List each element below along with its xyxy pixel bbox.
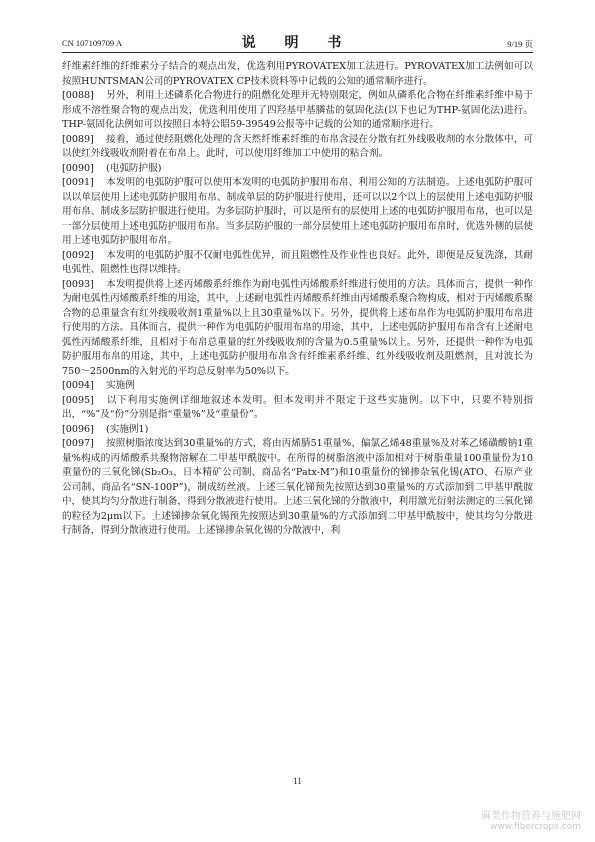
paragraph-text: 按照树脂浓度达到30重量%的方式，将由丙烯腈51重量%、偏氯乙烯48重量%及对苯乙烯磺酸钠1重量%构成的丙烯酸系共聚物溶解在二甲基甲酰胺中。在所得的树脂溶液中添加相对于树脂重量100重量份为10重量份的三氧化锑(Sb₂O₃、日本精矿公司制、商品名“Patx-M”)和10重量份的锑掺杂氧化锡(ATO、石原产业公司制、商品名“SN-100P”)，制成纺丝液。上述三氧化锑预先按照达到30重量%的方式添加到二甲基甲酰胺中，使其均匀分散进行制备，得到分散液进行使用。上述三氧化锑的分散液中，利用激光衍射法测定的三氧化锑的粒径为2μm以下。上述锑掺杂氧化锡预先按照达到30重量%的方式添加到二甲基甲酰胺中，使其均匀分散进行制备，得到分散液进行使用。上述锑掺杂氧化锡的分散液中，利 <box>62 438 533 536</box>
paragraph <box>62 437 533 539</box>
document-title: 说 明 书 <box>241 35 354 51</box>
paragraph <box>62 176 533 249</box>
page-info: 9/19 页 <box>507 39 533 49</box>
paragraph-number: [0089] <box>62 133 94 145</box>
paragraph-number: [0091] <box>62 177 94 188</box>
paragraph-text: 本发明的电弧防护服不仅耐电弧性优异，而且阻燃性及作业性也良好。此外，即便是反复洗涤，其耐电弧性、阻燃性也得以维持。 <box>62 249 533 275</box>
paragraph-text: 以下利用实施例详细地叙述本发明。但本发明并不限定于这些实施例。以下中，只要不特别指出，“%”及“份”分别是指“重量%”及“重量份”。 <box>62 394 533 420</box>
paragraph-number: [0092] <box>62 249 94 261</box>
paragraph-text: 本发明提供将上述丙烯酸系纤维作为耐电弧性丙烯酸系纤维进行使用的方法。具体而言，提供一种作为耐电弧性丙烯酸系纤维的用途，其中，上述耐电弧性丙烯酸系纤维由丙烯酸系聚合物构成，相对于丙烯酸系聚合物的总重量含有红外线吸收剂1重量%以上且30重量%以下。另外，提供将上述布帛作为电弧防护服用布帛进行使用的方法。具体而言，提供一种作为电弧防护服用布帛的用途，其中，上述电弧防护服用布帛含有上述耐电弧性丙烯酸系纤维，且相对于布帛总重量的红外线吸收剂的含量为0.5重量%以上。另外，还提供一种作为电弧防护服用布帛的用途，其中，上述电弧防护服用布帛含有纤维素系纤维、红外线吸收剂及阻燃剂，且对波长为750～2500nm的入射光的平均总反射率为50%以下。 <box>62 278 533 377</box>
paragraph-number: [0088] <box>62 90 94 101</box>
page-number: 11 <box>293 776 302 786</box>
paragraph <box>62 133 533 162</box>
document-body <box>62 60 533 539</box>
paragraph <box>62 278 533 380</box>
patent-number: CN 107109709 A <box>62 38 122 48</box>
paragraph <box>62 162 533 177</box>
paragraph-number: [0093] <box>62 278 94 290</box>
watermark-url: www.fibercrops.com <box>490 822 581 832</box>
paragraph-text: 实施例 <box>106 380 135 391</box>
paragraph-text: (实施例1) <box>106 423 149 435</box>
paragraph <box>62 394 533 423</box>
paragraph-text: 接着，通过使经阻燃化处理的含天然纤维素纤维的布帛含浸在分散有红外线吸收剂的水分散体中，可以使红外线吸收剂附着在布帛上。此时，可以使用纤维加工中使用的粘合剂。 <box>62 133 533 159</box>
paragraph-number: [0097] <box>62 438 94 449</box>
paragraph <box>62 89 533 133</box>
paragraph-list <box>62 89 533 539</box>
continuation-text: 纤维素纤维的纤维素分子结合的观点出发，优选利用PYROVATEX加工法进行。PYROVATEX加工法例如可以按照HUNTSMAN公司的PYROVATEX CP技术资料等中记载的公知的通常顺序进行。 <box>62 61 533 87</box>
watermark-text: 麻类作物营养与施肥网 <box>481 811 581 822</box>
paragraph <box>62 423 533 438</box>
paragraph-number: [0096] <box>62 423 94 435</box>
paragraph <box>62 379 533 394</box>
paragraph-number: [0090] <box>62 162 94 174</box>
paragraph <box>62 249 533 278</box>
watermark <box>481 807 581 832</box>
paragraph-text: (电弧防护服) <box>106 162 162 174</box>
paragraph-text: 本发明的电弧防护服可以使用本发明的电弧防护服用布帛、利用公知的方法制造。上述电弧防护服可以以单层使用上述电弧防护服用布帛、制成单层的防护服进行使用，还可以以2个以上的层使用上述电弧防护服用布帛、制成多层防护服进行使用。为多层防护服时，可以是所有的层使用上述的电弧防护服用布帛，也可以是一部分层使用上述电弧防护服用布帛。当多层防护服的一部分层使用上述电弧防护服用布帛时，优选外侧的层使用上述电弧防护服用布帛。 <box>62 177 533 246</box>
paragraph-text: 另外，利用上述磷系化合物进行的阻燃化处理并无特别限定，例如从磷系化合物在纤维素纤维中易于形成不溶性聚合物的观点出发，优选利用使用了四羟基甲基膦盐的氨固化法(以下也记为THP-氨固化法)进行。THP-氨固化法例如可以按照日本特公昭59-39549公报等中记载的公知的通常顺序进行。 <box>62 90 533 130</box>
page-header <box>62 30 533 53</box>
paragraph-number: [0095] <box>62 394 94 406</box>
paragraph-number: [0094] <box>62 380 94 391</box>
